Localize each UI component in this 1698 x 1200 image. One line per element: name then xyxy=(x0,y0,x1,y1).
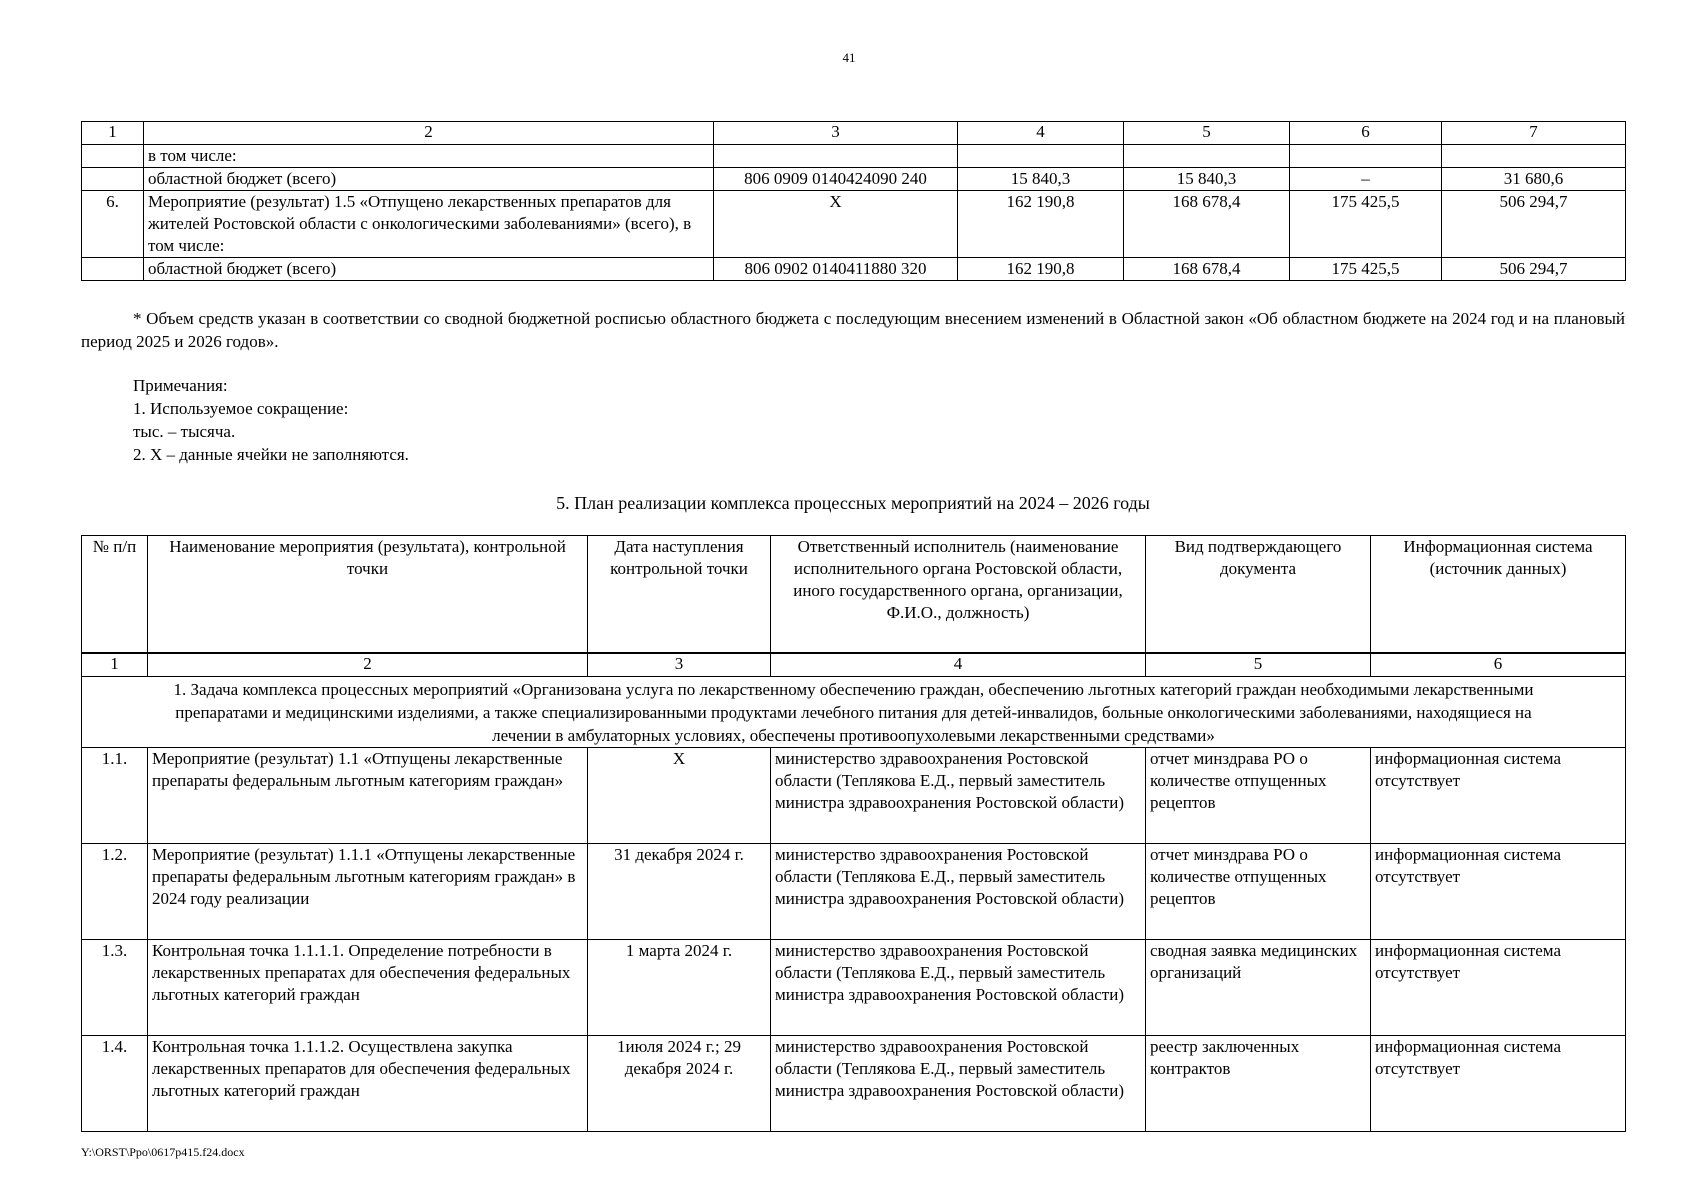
row-responsible: министерство здравоохранения Ростовской области (Теплякова Е.Д., первый заместитель министра здравоохранения Ростовской области) xyxy=(771,747,1146,843)
row-system: информационная система отсутствует xyxy=(1371,939,1626,1035)
note-line: 1. Используемое сокращение: xyxy=(133,399,349,418)
table-row xyxy=(82,145,1626,168)
value-2026 xyxy=(1290,145,1442,168)
value-2025: 168 678,4 xyxy=(1124,258,1290,281)
row-date: 1июля 2024 г.; 29 декабря 2024 г. xyxy=(588,1035,771,1131)
row-name: областной бюджет (всего) xyxy=(144,258,714,281)
col-number: 2 xyxy=(144,122,714,145)
table-row xyxy=(82,1035,1626,1131)
col-number: 5 xyxy=(1124,122,1290,145)
row-number: 1.1. xyxy=(82,747,148,843)
budget-code: 806 0902 0140411880 320 xyxy=(714,258,958,281)
row-doc: отчет минздрава РО о количестве отпущенных рецептов xyxy=(1146,843,1371,939)
value-2026: – xyxy=(1290,168,1442,191)
plan-table xyxy=(81,535,1626,1132)
row-number xyxy=(82,258,144,281)
budget-code: X xyxy=(714,191,958,258)
value-2024: 162 190,8 xyxy=(958,191,1124,258)
budget-code xyxy=(714,145,958,168)
row-number xyxy=(82,168,144,191)
notes-block xyxy=(133,374,409,466)
budget-code: 806 0909 0140424090 240 xyxy=(714,168,958,191)
value-2025 xyxy=(1124,145,1290,168)
row-number: 1.3. xyxy=(82,939,148,1035)
value-total: 31 680,6 xyxy=(1442,168,1626,191)
row-name: Мероприятие (результат) 1.1.1 «Отпущены лекарственные препараты федеральным льготным категориям граждан» в 2024 году реализации xyxy=(148,843,588,939)
header-responsible: Ответственный исполнитель (наименование исполнительного органа Ростовской области, иного государственного органа, организации, Ф.И.О., должность) xyxy=(771,536,1146,653)
header-doc: Вид подтверждающего документа xyxy=(1146,536,1371,653)
col-number: 3 xyxy=(714,122,958,145)
table-row xyxy=(82,191,1626,258)
row-date: 31 декабря 2024 г. xyxy=(588,843,771,939)
value-total xyxy=(1442,145,1626,168)
task-description: 1. Задача комплекса процессных мероприятий «Организована услуга по лекарственному обеспечению граждан, обеспечению льготных категорий граждан необходимыми лекарственными препаратами и медицинскими изделиями, а также специализированными продуктами лечебного питания для детей-инвалидов, больные онкологическими заболеваниями, находящиеся на лечении в амбулаторных условиях, обеспечены противоопухолевыми лекарственными средствами» xyxy=(82,676,1626,747)
row-doc: сводная заявка медицинских организаций xyxy=(1146,939,1371,1035)
value-2024 xyxy=(958,145,1124,168)
col-number: 7 xyxy=(1442,122,1626,145)
value-2026: 175 425,5 xyxy=(1290,191,1442,258)
row-number: 1.4. xyxy=(82,1035,148,1131)
task-row xyxy=(82,676,1626,747)
col-number: 4 xyxy=(771,653,1146,677)
col-number: 2 xyxy=(148,653,588,677)
col-number: 4 xyxy=(958,122,1124,145)
header-num: № п/п xyxy=(82,536,148,653)
row-name: Мероприятие (результат) 1.1 «Отпущены лекарственные препараты федеральным льготным категориям граждан» xyxy=(148,747,588,843)
row-responsible: министерство здравоохранения Ростовской области (Теплякова Е.Д., первый заместитель министра здравоохранения Ростовской области) xyxy=(771,939,1146,1035)
col-number: 3 xyxy=(588,653,771,677)
row-system: информационная система отсутствует xyxy=(1371,747,1626,843)
col-number: 6 xyxy=(1290,122,1442,145)
footnote: * Объем средств указан в соответствии со сводной бюджетной росписью областного бюджета с последующим внесением изменений в Областной закон «Об областном бюджете на 2024 год и на плановый период 2025 и 2026 годов». xyxy=(81,309,1625,351)
table-row xyxy=(82,258,1626,281)
col-number: 1 xyxy=(82,122,144,145)
page-number: 41 xyxy=(842,50,856,65)
row-name: в том числе: xyxy=(144,145,714,168)
value-total: 506 294,7 xyxy=(1442,191,1626,258)
table-header-row xyxy=(82,536,1626,653)
table-row xyxy=(82,939,1626,1035)
value-2024: 162 190,8 xyxy=(958,258,1124,281)
value-2026: 175 425,5 xyxy=(1290,258,1442,281)
row-doc: реестр заключенных контрактов xyxy=(1146,1035,1371,1131)
header-name: Наименование мероприятия (результата), контрольной точки xyxy=(148,536,588,653)
row-name: Мероприятие (результат) 1.5 «Отпущено лекарственных препаратов для жителей Ростовской области с онкологическими заболеваниями» (всего), в том числе: xyxy=(144,191,714,258)
table-row xyxy=(82,168,1626,191)
row-name: Контрольная точка 1.1.1.1. Определение потребности в лекарственных препаратах для обеспечения федеральных льготных категорий граждан xyxy=(148,939,588,1035)
row-responsible: министерство здравоохранения Ростовской области (Теплякова Е.Д., первый заместитель министра здравоохранения Ростовской области) xyxy=(771,1035,1146,1131)
header-system: Информационная система (источник данных) xyxy=(1371,536,1626,653)
column-number-row xyxy=(82,653,1626,677)
row-responsible: министерство здравоохранения Ростовской области (Теплякова Е.Д., первый заместитель министра здравоохранения Ростовской области) xyxy=(771,843,1146,939)
table-header-row xyxy=(82,122,1626,145)
table-row xyxy=(82,843,1626,939)
row-doc: отчет минздрава РО о количестве отпущенных рецептов xyxy=(1146,747,1371,843)
row-number xyxy=(82,145,144,168)
value-2025: 15 840,3 xyxy=(1124,168,1290,191)
col-number: 6 xyxy=(1371,653,1626,677)
row-date: X xyxy=(588,747,771,843)
section-title: 5. План реализации комплекса процессных мероприятий на 2024 – 2026 годы xyxy=(556,493,1150,513)
note-line: тыс. – тысяча. xyxy=(133,422,236,441)
col-number: 5 xyxy=(1146,653,1371,677)
row-name: Контрольная точка 1.1.1.2. Осуществлена закупка лекарственных препаратов для обеспечения федеральных льготных категорий граждан xyxy=(148,1035,588,1131)
table-row xyxy=(82,747,1626,843)
row-number: 6. xyxy=(82,191,144,258)
header-date: Дата наступления контрольной точки xyxy=(588,536,771,653)
row-date: 1 марта 2024 г. xyxy=(588,939,771,1035)
notes-title: Примечания: xyxy=(133,376,228,395)
row-number: 1.2. xyxy=(82,843,148,939)
value-2025: 168 678,4 xyxy=(1124,191,1290,258)
value-total: 506 294,7 xyxy=(1442,258,1626,281)
col-number: 1 xyxy=(82,653,148,677)
budget-table xyxy=(81,121,1626,281)
row-system: информационная система отсутствует xyxy=(1371,1035,1626,1131)
row-system: информационная система отсутствует xyxy=(1371,843,1626,939)
value-2024: 15 840,3 xyxy=(958,168,1124,191)
row-name: областной бюджет (всего) xyxy=(144,168,714,191)
file-path: Y:\ORST\Ppo\0617p415.f24.docx xyxy=(81,1145,245,1159)
note-line: 2. X – данные ячейки не заполняются. xyxy=(133,445,409,464)
